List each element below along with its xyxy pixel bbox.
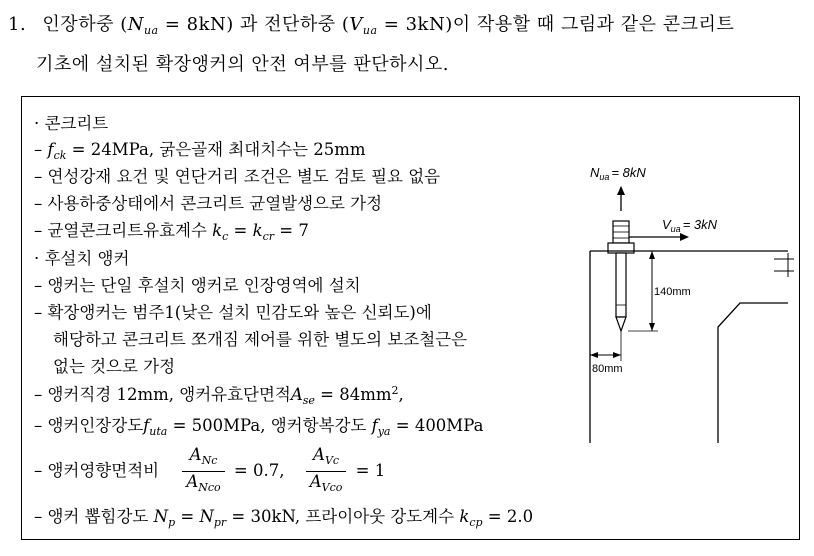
fya-subscript: ya <box>377 425 391 438</box>
np-label: – 앵커 뽑힘강도 <box>34 507 154 526</box>
nua-value: = 8kN <box>158 14 227 35</box>
question-number: 1. <box>8 14 27 35</box>
question-text-b: ) 과 전단하중 ( <box>226 14 350 35</box>
anchor-item-4 <box>34 412 483 438</box>
anchor-tip <box>616 317 626 331</box>
concrete-item-2: – 연성강재 요건 및 연단거리 조건은 별도 검토 필요 없음 <box>34 167 441 186</box>
np-eq: = <box>175 507 200 526</box>
npr-subscript: pr <box>213 516 227 529</box>
fya-value: = 400MPa <box>390 416 484 435</box>
concrete-header: · 콘크리트 <box>34 114 109 133</box>
fig-nua-label: $N_{ua} = 8kN$ <box>590 165 646 182</box>
npr-value: = 30kN, 프라이아웃 강도계수 <box>226 507 460 526</box>
nua-symbol: N <box>127 14 144 35</box>
anc-den-sub: Nco <box>198 481 221 494</box>
ase-label: – 앵커직경 12mm, 앵커유효단면적 <box>34 385 291 404</box>
avc-num: A <box>313 445 325 464</box>
kcp-value: = 2.0 <box>482 507 534 526</box>
kcr-subscript: cr <box>262 230 275 243</box>
futa-label: – 앵커인장강도 <box>34 416 144 435</box>
question-line-2: 기초에 설치된 확장앵커의 안전 여부를 판단하시오. <box>36 54 449 75</box>
anchor-item-3 <box>34 381 404 407</box>
np-symbol: N <box>153 507 169 526</box>
avc-value: = 1 <box>350 461 386 480</box>
ase-end: , <box>398 385 404 404</box>
futa-value: = 500MPa, 앵커항복강도 <box>167 416 372 435</box>
question-line-1 <box>8 10 734 37</box>
shear-arrow-head <box>680 233 689 241</box>
anchor-item-2a: – 확장앵커는 범주1(낮은 설치 민감도와 높은 신뢰도)에 <box>34 303 432 322</box>
vua-subscript: ua <box>362 24 378 37</box>
kc-symbol: k <box>212 221 223 240</box>
anchor-header: · 후설치 앵커 <box>34 249 130 268</box>
anchor-figure <box>580 155 795 445</box>
area-ratio-label: – 앵커영향면적비 <box>34 461 160 480</box>
anchor-item-2c: 없는 것으로 가정 <box>53 357 176 376</box>
concrete-item-3: – 사용하중상태에서 콘크리트 균열발생으로 가정 <box>34 194 383 213</box>
np-subscript: p <box>168 516 176 529</box>
ase-subscript: se <box>302 394 315 407</box>
concrete-fck-row <box>34 136 366 162</box>
question-text-a: 인장하중 ( <box>42 14 128 35</box>
anchor-shaft <box>616 253 626 317</box>
avc-den: A <box>309 472 322 491</box>
vua-symbol: V <box>349 14 363 35</box>
avc-num-sub: Vc <box>324 454 340 467</box>
edge-label: 80mm <box>592 363 623 375</box>
fck-text: = 24MPa, 굵은골재 최대치수는 25mm <box>66 140 366 159</box>
fig-vua-label: $V_{ua} = 3kN$ <box>662 217 718 234</box>
tension-arrow-head <box>617 186 625 195</box>
concrete-item-4 <box>34 217 309 243</box>
ase-symbol: A <box>290 385 303 404</box>
npr-symbol: N <box>199 507 214 526</box>
kc-label: – 균열콘크리트유효계수 <box>34 221 213 240</box>
kcr-symbol: k <box>252 221 263 240</box>
ase-exponent: 2 <box>391 384 399 397</box>
kc-subscript: c <box>222 230 229 243</box>
anchor-item-2b: 해당하고 콘크리트 쪼개짐 제어를 위한 별도의 보조철근은 <box>53 330 468 349</box>
kcr-value: = 7 <box>274 221 309 240</box>
anc-num-sub: Nc <box>201 454 218 467</box>
anc-ratio-fraction <box>182 445 224 498</box>
question-text-c: )이 작용할 때 그림과 같은 콘크리트 <box>445 14 735 35</box>
dash: – <box>34 140 43 159</box>
kcp-symbol: k <box>459 507 470 526</box>
anc-num: A <box>189 445 202 464</box>
depth-label: 140mm <box>654 286 691 298</box>
futa-subscript: uta <box>149 425 168 438</box>
vua-value: = 3kN <box>377 14 446 35</box>
fck-subscript: ck <box>53 149 67 162</box>
kc-eq: = <box>228 221 253 240</box>
anc-value: = 0.7, <box>228 461 285 480</box>
fck-symbol: f <box>47 140 54 159</box>
ase-value: = 84mm <box>314 385 392 404</box>
concrete-haunch <box>718 303 788 443</box>
anc-den: A <box>186 472 199 491</box>
anchor-item-6 <box>34 503 533 529</box>
futa-symbol: f <box>143 416 150 435</box>
anchor-item-1: – 앵커는 단일 후설치 앵커로 인장영역에 설치 <box>34 276 361 295</box>
anchor-item-5 <box>34 445 385 498</box>
fya-symbol: f <box>371 416 378 435</box>
nua-subscript: ua <box>143 24 159 37</box>
kcp-subscript: cp <box>469 516 483 529</box>
avc-den-sub: Vco <box>321 481 343 494</box>
avc-ratio-fraction <box>306 445 347 498</box>
